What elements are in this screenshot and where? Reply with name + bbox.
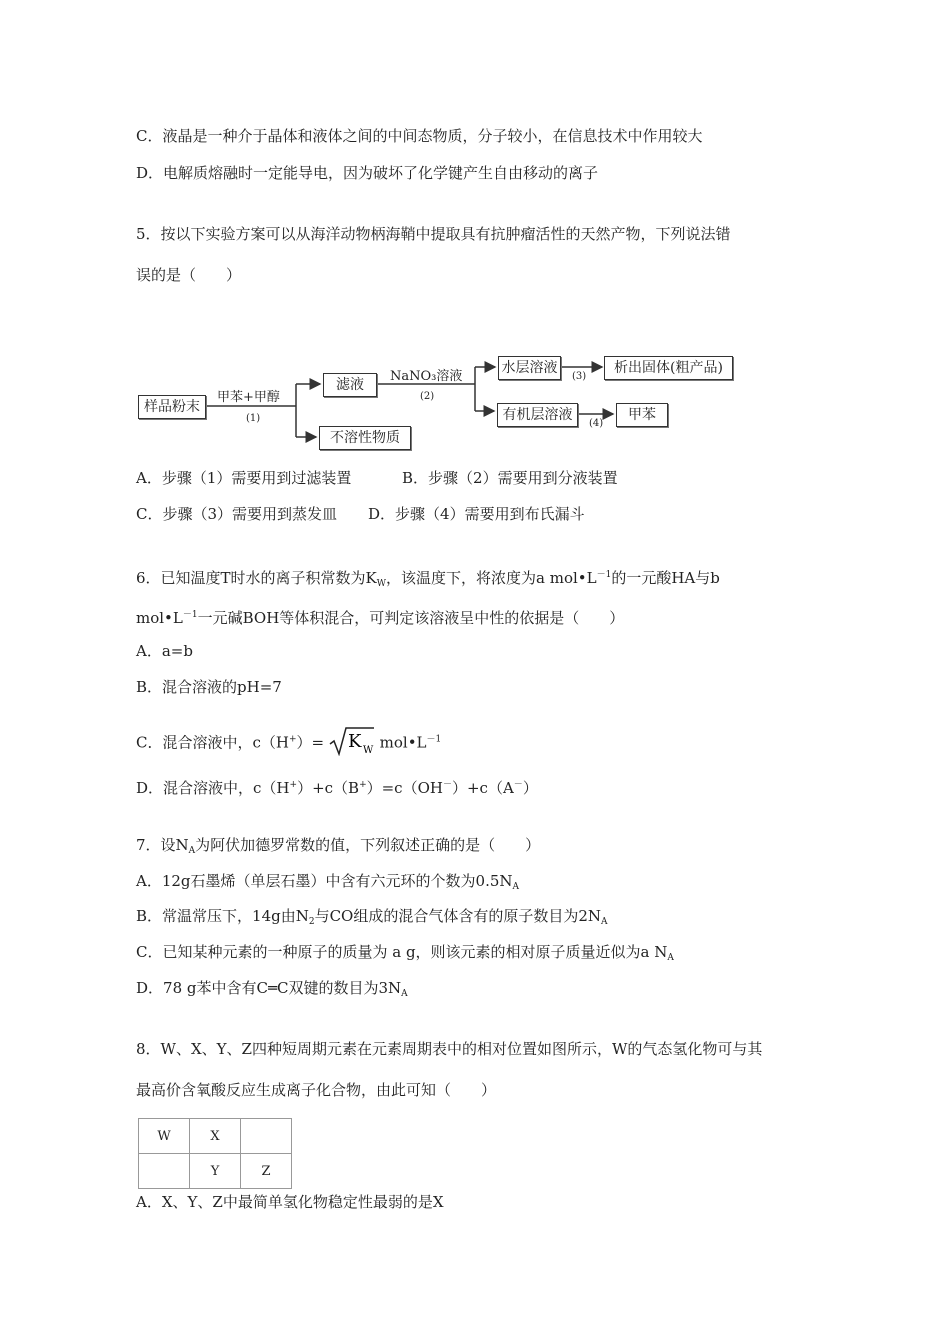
- flow-step1-label: (1): [246, 413, 261, 424]
- q6-text: ）+c（A: [451, 779, 514, 797]
- sqrt-kw: [329, 726, 375, 761]
- flow-reagent1-label: 甲苯+甲醇: [217, 390, 280, 405]
- q6-text: ）: [522, 779, 538, 797]
- q6-text: D．混合溶液中，c（H: [136, 779, 290, 797]
- q6-text: ）=: [296, 733, 325, 752]
- q7-text: B．常温常压下，14g由N: [136, 907, 309, 925]
- q4-option-c: C．液晶是一种介于晶体和液体之间的中间态物质，分子较小，在信息技术中作用较大: [136, 127, 703, 145]
- superscript: －1: [426, 734, 442, 745]
- table-cell: [241, 1119, 292, 1154]
- q7-text: C．已知某种元素的一种原子的质量为 a g，则该元素的相对原子质量近似为a N: [136, 943, 668, 961]
- kw-subscript: W: [376, 579, 387, 589]
- flow-toluene-box: 甲苯: [616, 403, 668, 427]
- table-cell: [139, 1154, 190, 1189]
- table-cell: Y: [190, 1154, 241, 1189]
- q6-text: mol•L: [374, 733, 427, 752]
- q7-option-d: [136, 978, 408, 1004]
- periodic-table-fragment: [138, 1118, 292, 1189]
- flow-filtrate-box: 滤液: [323, 373, 377, 397]
- superscript: －: [513, 780, 523, 790]
- subscript-a: A: [667, 953, 674, 963]
- q6-stem-line1: [136, 565, 720, 594]
- flow-step4-label: (4): [589, 418, 604, 429]
- q5-option-a: A．步骤（1）需要用到过滤装置: [136, 469, 352, 487]
- q5-options-cd: [136, 504, 585, 524]
- q7-stem: [136, 835, 540, 861]
- q6-option-b: B．混合溶液的pH=7: [136, 678, 282, 696]
- superscript: －: [442, 780, 452, 790]
- superscript: +: [359, 780, 367, 790]
- subscript-a: A: [401, 989, 408, 999]
- q5-option-c: C．步骤（3）需要用到蒸发皿: [136, 505, 338, 523]
- q7-text: 为阿伏加德罗常数的值，下列叙述正确的是（ ）: [195, 836, 541, 854]
- q5-stem-line1: 5．按以下实验方案可以从海洋动物柄海鞘中提取具有抗肿瘤活性的天然产物，下列说法错: [136, 225, 731, 243]
- flow-step3-label: (3): [572, 371, 587, 382]
- q6-text: 一元碱BOH等体积混合，可判定该溶液呈中性的依据是（ ）: [197, 609, 625, 627]
- q6-option-c: [136, 726, 441, 761]
- q8-option-a: A．X、Y、Z中最简单氢化物稳定性最弱的是X: [136, 1193, 444, 1211]
- flow-step2-label: (2): [420, 391, 435, 402]
- subscript-a: A: [512, 882, 520, 892]
- flow-insoluble-box: 不溶性物质: [319, 426, 411, 450]
- sqrt-kw-glyph: [329, 726, 375, 756]
- subscript-a: A: [601, 917, 608, 927]
- q7-option-b: [136, 906, 608, 932]
- q6-text: mol•L: [136, 609, 183, 627]
- flow-reagent2-label: NaNO₃溶液: [390, 369, 463, 384]
- subscript-2: 2: [308, 917, 315, 927]
- q5-option-b: B．步骤（2）需要用到分液装置: [402, 469, 618, 487]
- flow-aqueous-box: 水层溶液: [498, 356, 561, 380]
- q6-option-d: [136, 775, 538, 798]
- q7-text: 7．设N: [136, 836, 189, 854]
- q5-option-d: D．步骤（4）需要用到布氏漏斗: [368, 505, 585, 523]
- q6-text: ，该温度下，将浓度为a mol•L: [386, 569, 597, 587]
- table-row: [139, 1154, 292, 1189]
- superscript: －1: [596, 570, 612, 580]
- q6-text: 6．已知温度T时水的离子积常数为K: [136, 569, 377, 587]
- q8-stem-line2: 最高价含氧酸反应生成离子化合物，由此可知（ ）: [136, 1081, 497, 1099]
- q6-text: C．混合溶液中，c（H: [136, 733, 289, 752]
- q7-option-a: [136, 871, 519, 897]
- q5-options-ab: [136, 468, 618, 488]
- q6-option-a: A．a=b: [136, 642, 193, 660]
- q6-stem-line2: [136, 605, 624, 628]
- sqrt-w-subscript: W: [362, 745, 374, 756]
- q5-stem-line2: 误的是（ ）: [136, 266, 242, 284]
- table-cell: X: [190, 1119, 241, 1154]
- table-cell: W: [139, 1119, 190, 1154]
- superscript: +: [289, 780, 298, 790]
- q8-stem-line1: 8．W、X、Y、Z四种短周期元素在元素周期表中的相对位置如图所示，W的气态氢化物可与其: [136, 1040, 763, 1058]
- q6-text: ）+c（B: [297, 779, 360, 797]
- superscript: +: [288, 734, 297, 745]
- q6-text: ）=c（OH: [366, 779, 443, 797]
- q4-option-d: D．电解质熔融时一定能导电，因为破坏了化学键产生自由移动的离子: [136, 164, 599, 182]
- table-cell: Z: [241, 1154, 292, 1189]
- q7-option-c: [136, 942, 674, 968]
- q7-text: A．12g石墨烯（单层石墨）中含有六元环的个数为0.5N: [136, 872, 513, 890]
- flow-sample-box: 样品粉末: [138, 395, 206, 419]
- table-row: [139, 1119, 292, 1154]
- superscript: －1: [182, 610, 198, 620]
- q7-text: 与CO组成的混合气体含有的原子数目为2N: [314, 907, 602, 925]
- q6-text: 的一元酸HA与b: [611, 569, 720, 587]
- q7-text: D．78 g苯中含有C═C双键的数目为3N: [136, 979, 402, 997]
- flow-solid-box: 析出固体(粗产品): [604, 356, 733, 380]
- flow-organic-box: 有机层溶液: [497, 403, 578, 427]
- subscript-a: A: [188, 846, 196, 856]
- sqrt-k-letter: K: [347, 731, 362, 752]
